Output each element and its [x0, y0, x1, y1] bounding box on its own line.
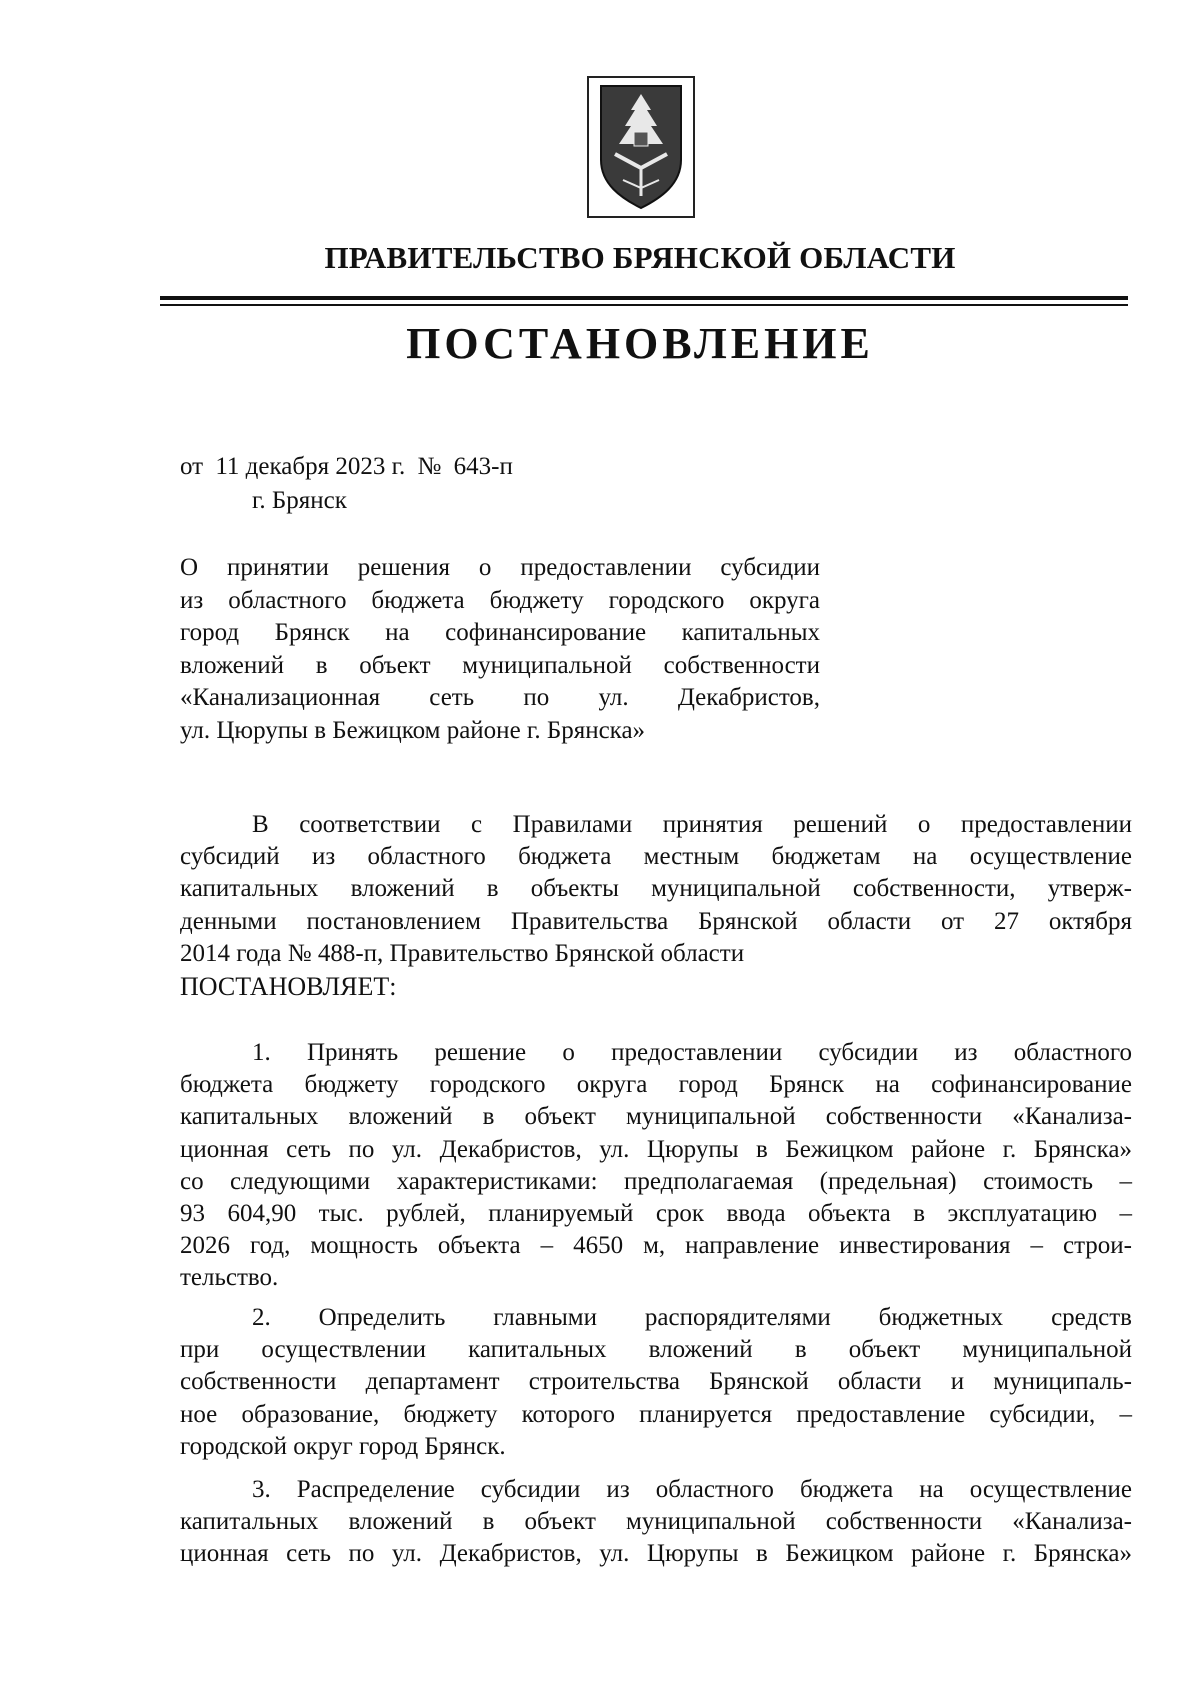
preamble-line: капитальных вложений в объекты муниципальной собственности, утверж-	[180, 875, 1132, 903]
clause-line: тельство.	[180, 1264, 279, 1292]
coat-of-arms-icon	[587, 76, 695, 218]
date-prefix: от	[180, 453, 204, 480]
subject-line: вложений в объект муниципальной собственности	[180, 651, 820, 679]
clause-line: ционная сеть по ул. Декабристов, ул. Цюрупы в Бежицком районе г. Брянска»	[180, 1540, 1132, 1568]
preamble-line: В соответствии с Правилами принятия решений о предоставлении	[252, 811, 1132, 838]
clause-3	[180, 1474, 1132, 1571]
document-city: г. Брянск	[252, 487, 347, 514]
clause-line: капитальных вложений в объект муниципальной собственности «Канализа-	[180, 1103, 1132, 1131]
clause-line: капитальных вложений в объект муниципальной собственности «Канализа-	[180, 1508, 1132, 1536]
clause-2	[180, 1302, 1132, 1463]
date-number-line	[180, 453, 519, 481]
header-rule-thin	[160, 304, 1128, 306]
clause-line: 2. Определить главными распорядителями бюджетных средств	[252, 1304, 1132, 1331]
clause-line: при осуществлении капитальных вложений в объект муниципальной	[180, 1336, 1132, 1364]
clause-line: городской округ город Брянск.	[180, 1432, 506, 1460]
subject-line: город Брянск на софинансирование капитальных	[180, 619, 820, 646]
subject-line: «Канализационная сеть по ул. Декабристов,	[180, 684, 820, 711]
document-number: 643-п	[453, 453, 513, 480]
preamble-line: денными постановлением Правительства Брянской области от 27 октября	[180, 907, 1132, 935]
clause-line: 93 604,90 тыс. рублей, планируемый срок ввода объекта в эксплуатацию –	[180, 1200, 1132, 1228]
clause-line: собственности департамент строительства Брянской области и муниципаль-	[180, 1368, 1132, 1396]
preamble-line: субсидий из областного бюджета местным бюджетам на осуществление	[180, 843, 1132, 871]
clause-1	[180, 1037, 1132, 1295]
clause-line: со следующими характеристиками: предполагаемая (предельная) стоимость –	[180, 1167, 1132, 1195]
resolves-heading: ПОСТАНОВЛЯЕТ:	[180, 972, 397, 1001]
preamble-line: 2014 года № 488-п, Правительство Брянской области	[180, 939, 745, 967]
document-date: 11 декабря 2023 г.	[215, 453, 406, 480]
clause-line: 2026 год, мощность объекта – 4650 м, направление инвестирования – строи-	[180, 1232, 1132, 1260]
government-name: ПРАВИТЕЛЬСТВО БРЯНСКОЙ ОБЛАСТИ	[324, 240, 956, 275]
clause-line: ное образование, бюджету которого планируется предоставление субсидии, –	[180, 1400, 1132, 1428]
clause-line: 1. Принять решение о предоставлении субсидии из областного	[252, 1039, 1132, 1066]
number-sign: №	[417, 453, 442, 480]
document-type: ПОСТАНОВЛЕНИЕ	[406, 319, 874, 368]
header-rule-thick	[160, 296, 1128, 300]
clause-line: ционная сеть по ул. Декабристов, ул. Цюрупы в Бежицком районе г. Брянска»	[180, 1135, 1132, 1163]
clause-line: 3. Распределение субсидии из областного бюджета на осуществление	[252, 1476, 1132, 1503]
preamble-paragraph	[180, 809, 1132, 970]
clause-line: бюджета бюджету городского округа город Брянск на софинансирование	[180, 1071, 1132, 1099]
document-subject	[180, 552, 820, 747]
subject-line: ул. Цюрупы в Бежицком районе г. Брянска»	[180, 716, 646, 744]
subject-line: из областного бюджета бюджету городского округа	[180, 586, 820, 614]
subject-line: О принятии решения о предоставлении субсидии	[180, 554, 820, 581]
